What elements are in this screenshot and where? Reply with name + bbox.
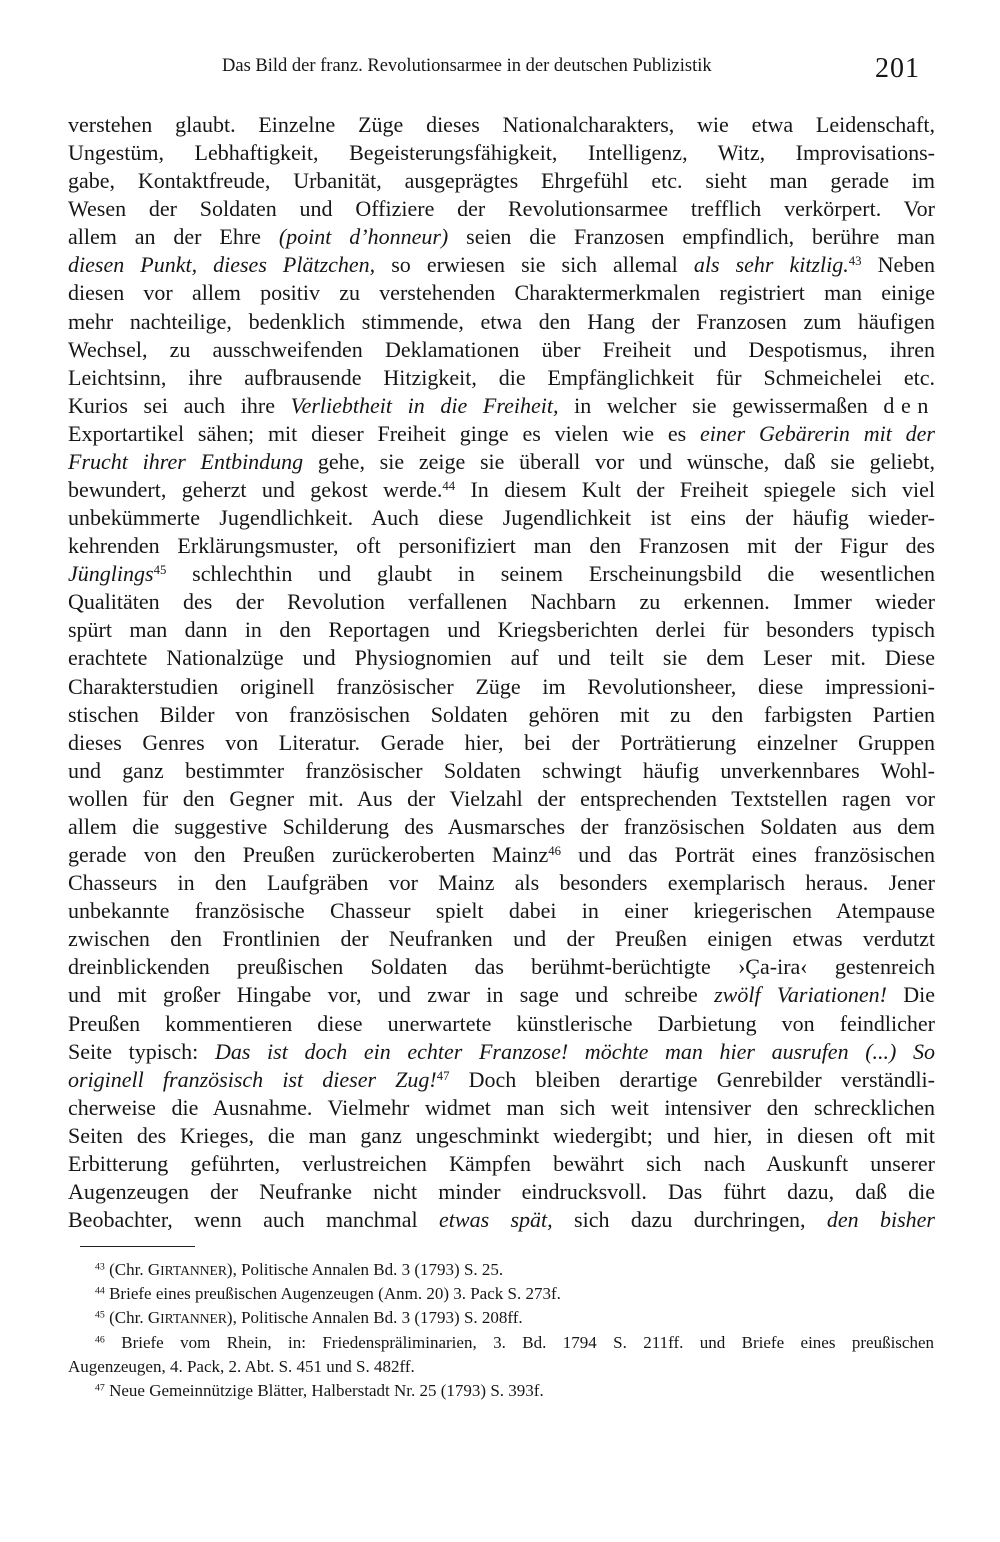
text-run: Die bbox=[886, 982, 936, 1008]
text-run: (Chr. G bbox=[104, 1308, 161, 1328]
body-line bbox=[68, 785, 935, 813]
text-run: Seiten des Krieges, die man ganz ungeschminkt wiedergibt; und hier, in diesen oft mit bbox=[68, 1122, 935, 1148]
text-run: Doch bleiben derartige Genrebilder verständli- bbox=[449, 1066, 935, 1092]
spaced-run: den bbox=[883, 392, 935, 418]
italic-run: (point d’honneur) bbox=[278, 224, 449, 250]
body-line bbox=[68, 953, 935, 981]
body-line bbox=[68, 1150, 935, 1178]
italic-run: Verliebtheit in die Freiheit, bbox=[290, 392, 559, 418]
footnote bbox=[68, 1282, 934, 1306]
text-run: und das Porträt eines französischen bbox=[561, 842, 936, 868]
text-run: schlechthin und glaubt in seinem Erscheinungsbild die wesentlichen bbox=[166, 561, 935, 587]
text-run: stischen Bilder von französischen Soldaten gehören mit zu den farbigsten Partien bbox=[68, 701, 935, 727]
footnote-reference: 46 bbox=[548, 844, 561, 859]
text-run: cherweise die Ausnahme. Vielmehr widmet man sich weit intensiver den schrecklichen bbox=[68, 1094, 935, 1120]
small-caps-run: IRTANNER bbox=[160, 1311, 227, 1327]
text-run: spürt man dann in den Reportagen und Kriegsberichten derlei für besonders typisch bbox=[68, 617, 935, 643]
body-line bbox=[68, 813, 935, 841]
text-run: in welcher sie gewissermaßen bbox=[558, 392, 884, 418]
italic-run: den bisher bbox=[826, 1207, 935, 1233]
text-run: Seite typisch: bbox=[68, 1038, 215, 1064]
body-line bbox=[68, 644, 935, 672]
text-run: Wechsel, zu ausschweifenden Deklamationen über Freiheit und Despotismus, ihren bbox=[68, 336, 935, 362]
text-run: Neben bbox=[861, 252, 935, 278]
footnote-line bbox=[68, 1355, 934, 1379]
text-run: allem die suggestive Schilderung des Ausmarsches der französischen Soldaten aus dem bbox=[68, 813, 935, 839]
text-run: dreinblickenden preußischen Soldaten das berühmt-berüchtigte ›Ça-ira‹ gestenreich bbox=[68, 954, 935, 980]
text-run: Charakterstudien originell französischer Züge im Revolutionsheer, diese impressioni- bbox=[68, 673, 935, 699]
italic-run: originell französisch ist dieser Zug! bbox=[68, 1066, 437, 1092]
text-run: Neue Gemeinnützige Blätter, Halberstadt Nr. 25 (1793) S. 393f. bbox=[104, 1380, 544, 1400]
text-run: erachtete Nationalzüge und Physiognomien auf und teilt sie dem Leser mit. Diese bbox=[68, 645, 935, 671]
body-line bbox=[68, 1094, 935, 1122]
body-line bbox=[68, 504, 935, 532]
text-run: zwischen den Frontlinien der Neufranken und der Preußen einigen etwas verdutzt bbox=[68, 926, 935, 952]
body-line bbox=[68, 420, 935, 448]
footnote bbox=[68, 1379, 934, 1403]
text-run: diesen vor allem positiv zu verstehenden Charaktermerkmalen registriert man einige bbox=[68, 280, 935, 306]
text-run: unbekannte französische Chasseur spielt dabei in einer kriegerischen Atempause bbox=[68, 898, 935, 924]
body-line bbox=[68, 1038, 935, 1066]
footnote bbox=[68, 1331, 934, 1379]
text-run: Qualitäten des der Revolution verfallenen Nachbarn zu erkennen. Immer wieder bbox=[68, 589, 935, 615]
footnotes bbox=[68, 1258, 934, 1403]
body-line bbox=[68, 448, 935, 476]
italic-run: etwas spät, bbox=[439, 1207, 553, 1233]
body-text bbox=[68, 111, 935, 1234]
text-run: bewundert, geherzt und gekost werde. bbox=[68, 477, 443, 503]
footnote-number: 47 bbox=[95, 1382, 105, 1394]
text-run: so erwiesen sie sich allemal bbox=[375, 252, 694, 278]
body-line bbox=[68, 701, 935, 729]
body-line bbox=[68, 279, 935, 307]
body-line bbox=[68, 223, 935, 251]
text-run: Beobachter, wenn auch manchmal bbox=[68, 1207, 440, 1233]
body-line bbox=[68, 1206, 935, 1234]
text-run: gabe, Kontaktfreude, Urbanität, ausgeprägtes Ehrgefühl etc. sieht man gerade im bbox=[68, 168, 935, 194]
text-run: Leichtsinn, ihre aufbrausende Hitzigkeit, die Empfänglichkeit für Schmeichelei etc. bbox=[68, 364, 935, 390]
body-line bbox=[68, 560, 935, 588]
text-run: Preußen kommentieren diese unerwartete künstlerische Darbietung von feindlicher bbox=[68, 1010, 935, 1036]
text-run: verstehen glaubt. Einzelne Züge dieses Nationalcharakters, wie etwa Leidenschaft, bbox=[68, 112, 935, 137]
text-run: (Chr. G bbox=[104, 1260, 161, 1279]
text-run: wollen für den Gegner mit. Aus der Vielzahl der entsprechenden Textstellen ragen vor bbox=[68, 785, 935, 811]
text-run: Augenzeugen, 4. Pack, 2. Abt. S. 451 und S. 482ff. bbox=[68, 1356, 415, 1376]
body-line bbox=[68, 841, 935, 869]
body-line bbox=[68, 588, 935, 616]
body-line bbox=[68, 195, 935, 223]
footnote-line bbox=[68, 1306, 934, 1330]
body-line bbox=[68, 925, 935, 953]
text-run: allem an der Ehre bbox=[68, 224, 279, 250]
footnote-reference: 47 bbox=[436, 1068, 450, 1083]
italic-run: Das ist doch ein echter Franzose! möchte man hier ausrufen (...) So bbox=[214, 1038, 935, 1064]
body-line bbox=[68, 673, 935, 701]
italic-run: Frucht ihrer Entbindung bbox=[68, 448, 304, 474]
body-line bbox=[68, 336, 935, 364]
body-line bbox=[68, 139, 935, 167]
text-run: Augenzeugen der Neufranke nicht minder eindrucksvoll. Das führt dazu, daß die bbox=[68, 1178, 935, 1204]
footnote-number: 43 bbox=[95, 1261, 105, 1273]
body-line bbox=[68, 1010, 935, 1038]
text-run: gehe, sie zeige sie überall vor und wünsche, daß sie geliebt, bbox=[303, 448, 935, 474]
body-line bbox=[68, 532, 935, 560]
text-run: Erbitterung geführten, verlustreichen Kämpfen bewährt sich nach Auskunft unserer bbox=[68, 1150, 935, 1176]
text-run: Briefe vom Rhein, in: Friedenspräliminarien, 3. Bd. 1794 S. 211ff. und Briefe eines preußischen bbox=[104, 1332, 934, 1352]
text-run: kehrenden Erklärungsmuster, oft personifiziert man den Franzosen mit der Figur des bbox=[68, 533, 935, 559]
text-run: und ganz bestimmter französischer Soldaten schwingt häufig unverkennbares Wohl- bbox=[68, 757, 935, 783]
footnote-reference: 44 bbox=[442, 479, 456, 493]
body-line bbox=[68, 308, 935, 336]
body-line bbox=[68, 1066, 935, 1094]
text-run: Chasseurs in den Laufgräben vor Mainz als besonders exemplarisch heraus. Jener bbox=[68, 870, 935, 896]
body-line bbox=[68, 1122, 935, 1150]
footnote-separator bbox=[80, 1246, 195, 1247]
body-line bbox=[68, 251, 935, 279]
italic-run: Jünglings bbox=[68, 561, 154, 587]
small-caps-run: IRTANNER bbox=[160, 1263, 227, 1278]
text-run: sich dazu durchringen, bbox=[552, 1207, 827, 1233]
footnote bbox=[68, 1306, 934, 1330]
body-line bbox=[68, 167, 935, 195]
body-line bbox=[68, 981, 935, 1009]
footnote-reference: 43 bbox=[848, 254, 862, 269]
body-line bbox=[68, 476, 935, 504]
text-run: seien die Franzosen empfindlich, berühre man bbox=[448, 224, 935, 250]
body-line bbox=[68, 364, 935, 392]
footnote-line bbox=[68, 1282, 934, 1306]
footnote-reference: 45 bbox=[153, 563, 167, 578]
italic-run: als sehr kitzlig. bbox=[693, 252, 849, 278]
text-run: ), Politische Annalen Bd. 3 (1793) S. 208ff. bbox=[226, 1308, 523, 1328]
page-number: 201 bbox=[875, 53, 920, 84]
text-run: dieses Genres von Literatur. Gerade hier, bei der Porträtierung einzelner Gruppen bbox=[68, 729, 935, 755]
text-run: Kurios sei auch ihre bbox=[68, 392, 291, 418]
footnote-line bbox=[68, 1379, 934, 1403]
italic-run: zwölf Variationen! bbox=[714, 982, 887, 1008]
body-line bbox=[68, 897, 935, 925]
text-run: gerade von den Preußen zurückeroberten Mainz bbox=[68, 842, 549, 868]
body-line bbox=[68, 869, 935, 897]
body-line bbox=[68, 1178, 935, 1206]
body-line bbox=[68, 729, 935, 757]
text-run: Briefe eines preußischen Augenzeugen (Anm. 20) 3. Pack S. 273f. bbox=[104, 1284, 561, 1304]
text-run: ), Politische Annalen Bd. 3 (1793) S. 25. bbox=[226, 1260, 504, 1279]
footnote-line bbox=[68, 1258, 934, 1282]
body-line bbox=[68, 111, 935, 139]
footnote-number: 45 bbox=[95, 1309, 105, 1321]
text-run: Wesen der Soldaten und Offiziere der Revolutionsarmee trefflich verkörpert. Vor bbox=[68, 196, 935, 222]
footnote-number: 46 bbox=[95, 1334, 105, 1346]
text-run: In diesem Kult der Freiheit spiegele sich viel bbox=[455, 477, 935, 503]
footnote-line bbox=[68, 1331, 934, 1355]
text-run: und mit großer Hingabe vor, und zwar in sage und schreibe bbox=[68, 982, 715, 1008]
running-title: Das Bild der franz. Revolutionsarmee in der deutschen Publizistik bbox=[222, 56, 712, 76]
text-run: mehr nachteilige, bedenklich stimmende, etwa den Hang der Franzosen zum häufigen bbox=[68, 308, 935, 334]
italic-run: einer Gebärerin mit der bbox=[700, 420, 935, 446]
footnote-number: 44 bbox=[95, 1285, 105, 1297]
body-line bbox=[68, 392, 935, 420]
italic-run: diesen Punkt, dieses Plätzchen, bbox=[68, 252, 376, 278]
text-run: Exportartikel sähen; mit dieser Freiheit ginge es vielen wie es bbox=[68, 420, 700, 446]
body-line bbox=[68, 616, 935, 644]
text-run: Ungestüm, Lebhaftigkeit, Begeisterungsfähigkeit, Intelligenz, Witz, Improvisations- bbox=[68, 140, 935, 166]
text-run: unbekümmerte Jugendlichkeit. Auch diese Jugendlichkeit ist eins der häufig wieder- bbox=[68, 505, 935, 531]
footnote bbox=[68, 1258, 934, 1282]
body-line bbox=[68, 757, 935, 785]
